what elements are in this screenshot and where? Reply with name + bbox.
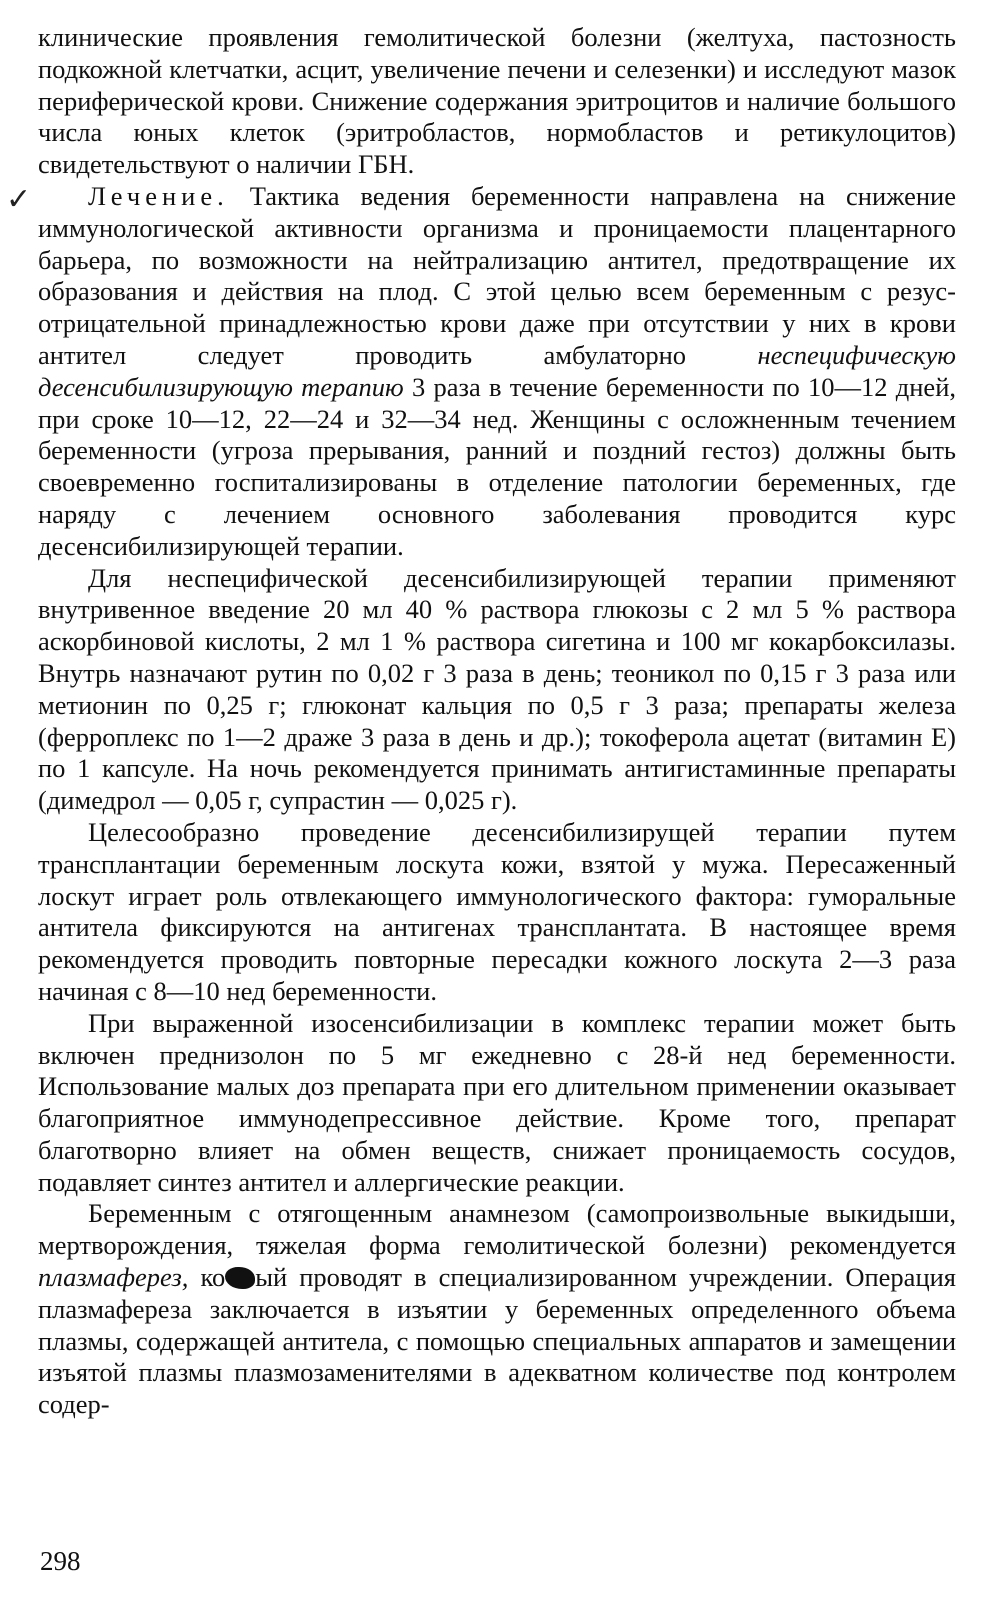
paragraph-prednisolone: При выраженной изосенсибилизации в комплекс терапии может быть включен преднизолон по 5 мг ежедневно с 28-й нед беременности. Использование малых доз препарата при его длительном применении оказывает благоприятное иммунодепрессивное действие. Кроме того, препарат благотворно влияет на обмен веществ, снижает проницаемость сосудов, подавляет синтез антител и аллергические реакции. xyxy=(38,1007,956,1197)
page-number: 298 xyxy=(40,1546,81,1576)
handwritten-check-mark: ✓ xyxy=(6,182,32,216)
paragraph-diagnosis-end: клинические проявления гемолитической болезни (желтуха, пастозность подкожной клетчатки, асцит, увеличение печени и селезенки) и исследуют мазок периферической крови. Снижение содержания эритроцитов и наличие большого числа юных клеток (эритробластов, нормобластов и ретикулоцитов) свидетельствуют о наличии ГБН. xyxy=(38,22,956,180)
paragraph-plasmapheresis xyxy=(38,1198,956,1421)
page-body xyxy=(6,22,956,1421)
section-heading-treatment: Лечение. xyxy=(88,180,229,211)
paragraph-skin-transplant: Целесообразно проведение десенсибилизирущей терапии путем трансплантации беременным лоскута кожи, взятой у мужа. Пересаженный лоскут играет роль отвлекающего иммунологического фактора: гуморальные антитела фиксируются на антигенах трансплантата. В настоящее время рекомендуется проводить повторные пересадки кожного лоскута 2—3 раза начиная с 8—10 нед беременности. xyxy=(38,816,956,1006)
paragraph-plasmapheresis-text-a: Беременным с отягощенным анамнезом (самопроизвольные выкидыши, мертворождения, тяжелая форма гемолитической болезни) рекомендуется xyxy=(38,1198,956,1261)
paragraph-plasmapheresis-text-c: ый проводят в специализированном учреждении. Операция плазмафереза заключается в изъятии у беременных определенного объема плазмы, содержащей антитела, с помощью специальных аппаратов и замещении изъятой плазмы плазмозаменителями в адекватном количестве под контролем содер- xyxy=(38,1262,956,1420)
paragraph-treatment-text-b: 3 раза в течение беременности по 10—12 дней, при сроке 10—12, 22—24 и 32—34 нед. Женщины с осложненным течением беременности (угроза прерывания, ранний и поздний гестоз) должны быть своевременно госпитализированы в отделение патологии беременных, где наряду с лечением основного заболевания проводится курс десенсибилизирующей терапии. xyxy=(38,371,956,561)
ink-blot-icon xyxy=(225,1267,255,1289)
paragraph-nonspecific-therapy: Для неспецифической десенсибилизирующей терапии применяют внутривенное введение 20 мл 40 % раствора глюкозы с 2 мл 5 % раствора аскорбиновой кислоты, 2 мл 1 % раствора сигетина и 100 мг кокарбоксилазы. Внутрь назначают рутин по 0,02 г 3 раза в день; теоникол по 0,15 г 3 раза или метионин по 0,25 г; глюконат кальция по 0,5 г 3 раза; препараты железа (ферроплекс по 1—2 драже 3 раза в день и др.); токоферола ацетат (витамин Е) по 1 капсуле. На ночь рекомендуется принимать антигистаминные препараты (димедрол — 0,05 г, супрастин — 0,025 г). xyxy=(38,562,956,816)
emphasis-plasmapheresis: плазмаферез, xyxy=(38,1262,189,1293)
paragraph-treatment xyxy=(38,181,956,563)
paragraph-plasmapheresis-text-b: ко xyxy=(188,1262,226,1293)
emphasis-nonspecific-therapy: неспецифическую десенсибилизирующую терапию xyxy=(38,339,956,402)
paragraph-treatment-text-a: Тактика ведения беременности направлена на снижение иммунологической активности организма и проницаемости плацентарного барьера, по возможности на нейтрализацию антител, предотвращение их образования и действия на плод. С этой целью всем беременным с резус-отрицательной принадлежностью крови даже при отсутствии у них в крови антител следует проводить амбулаторно xyxy=(38,180,956,370)
paragraph-treatment-wrapper xyxy=(6,180,956,563)
